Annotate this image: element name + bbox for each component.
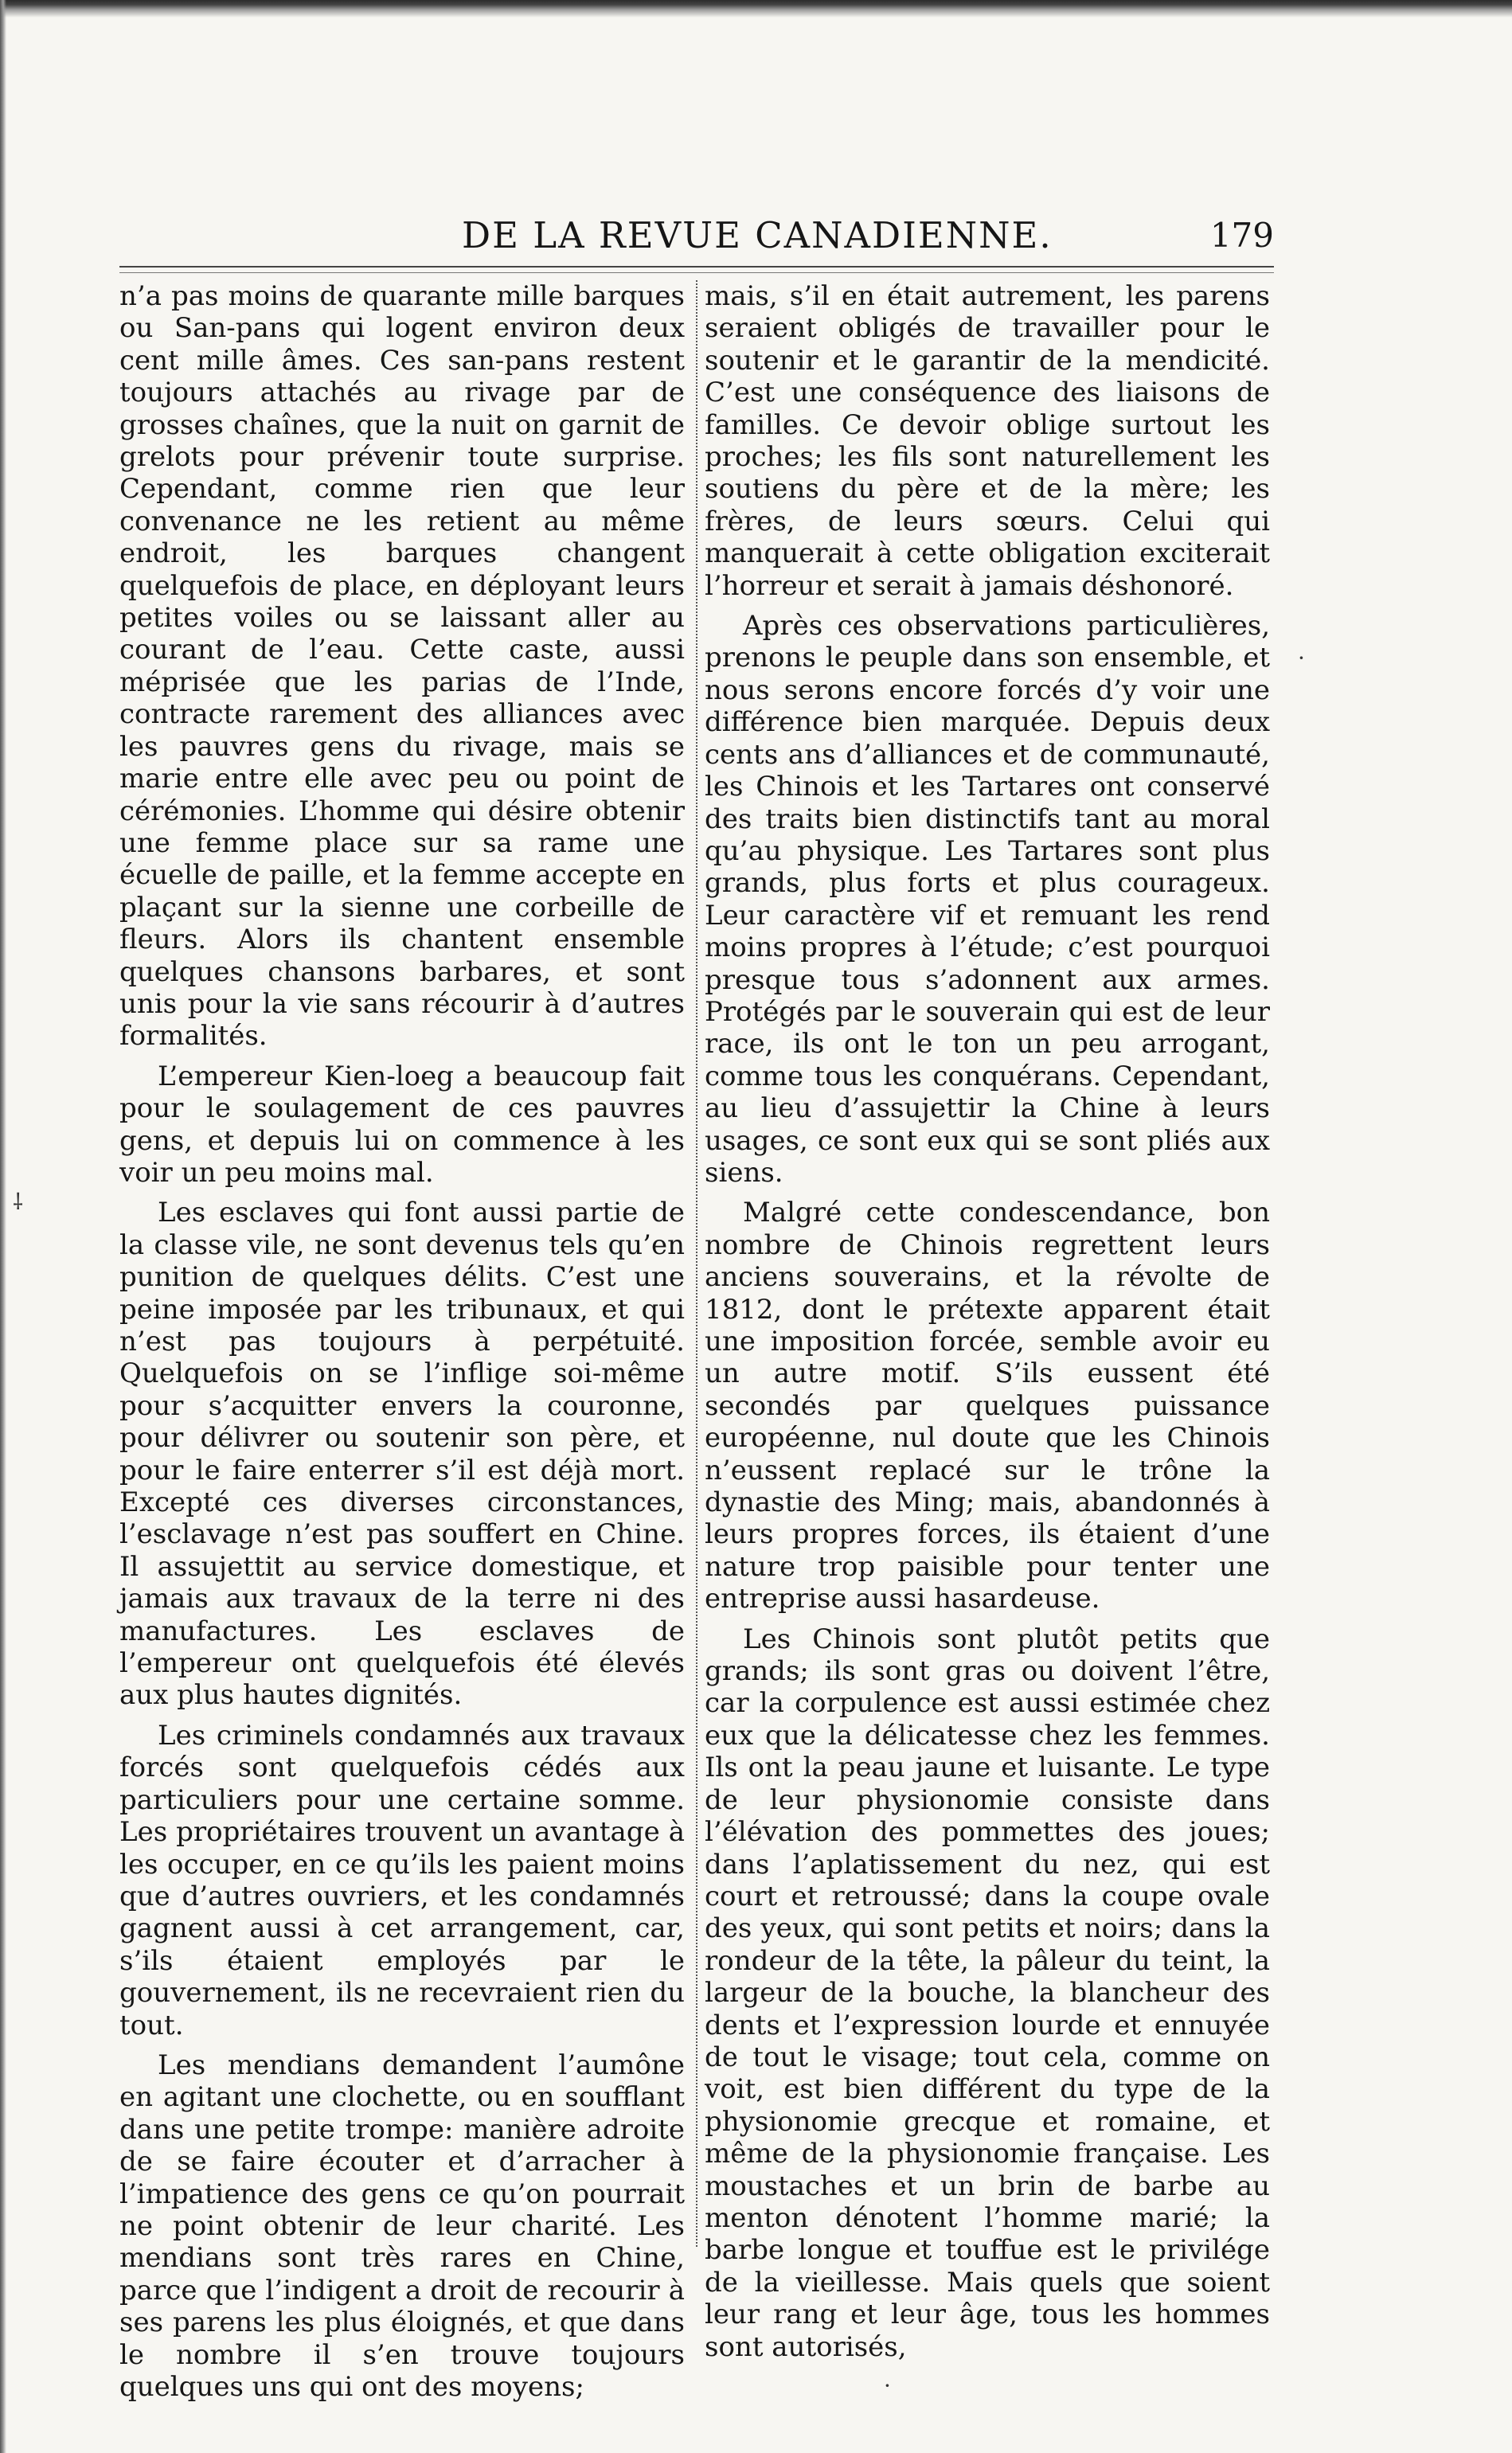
header-rule [119,266,1274,273]
right-column [705,280,1270,2363]
paragraph: Après ces observations particulières, prenons le peuple dans son ensemble, et nous serons encore forcés d’y voir une différence bien marquée. Depuis deux cents ans d’alliances et de communauté, les Chinois et les Tartares ont conservé des traits bien distinctifs tant au moral qu’au physique. Les Tartares sont plus grands, plus forts et plus courageux. Leur caractère vif et remuant les rend moins propres à l’étude; c’est pourquoi presque tous s’adonnent aux armes. Protégés par le souverain qui est de leur race, ils ont le ton un peu arrogant, comme tous les conquérans. Cependant, au lieu d’assujettir la Chine à leurs usages, ce sont eux qui se sont pliés aux siens. [705,610,1270,1189]
paragraph: n’a pas moins de quarante mille barques ou San-pans qui logent environ deux cent mille âmes. Ces san-pans restent toujours attachés au rivage par de grosses chaînes, que la nuit on garnit de grelots pour prévenir toute surprise. Cependant, comme rien que leur convenance ne les retient au même endroit, les barques changent quelquefois de place, en déployant leurs petites voiles ou se laissant aller au courant de l’eau. Cette caste, aussi méprisée que les parias de l’Inde, contracte rarement des alliances avec les pauvres gens du rivage, mais se marie entre elle avec peu ou point de cérémonies. L’homme qui désire obtenir une femme place sur sa rame une écuelle de paille, et la femme accepte en plaçant sur la sienne une corbeille de fleurs. Alors ils chantent ensemble quelques chansons barbares, et sont unis pour la vie sans récourir à d’autres formalités. [119,280,685,1053]
left-column [119,280,685,2403]
paragraph: Les esclaves qui font aussi partie de la classe vile, ne sont devenus tels qu’en punition de quelques délits. C’est une peine imposée par les tribunaux, et qui n’est pas toujours à perpétuité. Quelquefois on se l’inflige soi-même pour s’acquitter envers la couronne, pour délivrer ou soutenir son père, et pour le faire enterrer s’il est déjà mort. Excepté ces diverses circonstances, l’esclavage n’est pas souffert en Chine. Il assujettit au service domestique, et jamais aux travaux de la terre ni des manufactures. Les esclaves de l’empereur ont quelquefois été élevés aux plus hautes dignités. [119,1197,685,1712]
paragraph: Les mendians demandent l’aumône en agitant une clochette, ou en soufflant dans une petite trompe: manière adroite de se faire écouter et d’arracher à l’impatience des gens ce qu’on pourrait ne point obtenir de leur charité. Les mendians sont très rares en Chine, parce que l’indigent a droit de recourir à ses parens les plus éloignés, et que dans le nombre il s’en trouve toujours quelques uns qui ont des moyens; [119,2049,685,2403]
scan-top-edge [0,0,1512,18]
paragraph: L’empereur Kien-loeg a beaucoup fait pour le soulagement de ces pauvres gens, et depuis lui on commence à les voir un peu moins mal. [119,1060,685,1189]
running-title: DE LA REVUE CANADIENNE. [462,214,1053,256]
page-number: 179 [1209,216,1274,255]
margin-speck-icon: · [1298,645,1305,671]
paragraph: Les criminels condamnés aux travaux forcés sont quelquefois cédés aux particuliers pour une certaine somme. Les propriétaires trouvent un avantage à les occuper, en ce qu’ils les paient moins que d’autres ouvriers, et les condamnés gagnent aussi à cet arrangement, car, s’ils étaient employés par le gouvernement, ils ne recevraient rien du tout. [119,1719,685,2041]
page-speck-icon: · [884,2373,891,2399]
paragraph: Malgré cette condescendance, bon nombre de Chinois regrettent leurs anciens souverains, et la révolte de 1812, dont le prétexte apparent était une imposition forcée, semble avoir eu un autre motif. S’ils eussent été secondés par quelques puissance européenne, nul doute que les Chinois n’eussent replacé sur le trône la dynastie des Ming; mais, abandonnés à leurs propres forces, ils étaient d’une nature trop paisible pour tenter une entreprise aussi hasardeuse. [705,1197,1270,1615]
margin-mark-icon: ⸸ [13,1189,24,1215]
running-head [119,212,1274,260]
column-divider [696,280,697,2247]
paragraph: Les Chinois sont plutôt petits que grands; ils sont gras ou doivent l’être, car la corpulence est aussi estimée chez eux que la délicatesse chez les femmes. Ils ont la peau jaune et luisante. Le type de leur physionomie consiste dans l’élévation des pommettes des joues; dans l’aplatissement du nez, qui est court et retroussé; dans la coupe ovale des yeux, qui sont petits et noirs; dans la rondeur de la tête, la pâleur du teint, la largeur de la bouche, la blancheur des dents et l’expression lourde et ennuyée de tout le visage; tout cela, comme on voit, est bien différent du type de la physionomie grecque et romaine, et même de la physionomie française. Les moustaches et un brin de barbe au menton dénotent l’homme marié; la barbe longue et touffue est le privilége de la vieillesse. Mais quels que soient leur rang et leur âge, tous les hommes sont autorisés, [705,1623,1270,2363]
scan-left-edge [0,0,6,2453]
paragraph: mais, s’il en était autrement, les parens seraient obligés de travailler pour le soutenir et le garantir de la mendicité. C’est une conséquence des liaisons de familles. Ce devoir oblige surtout les proches; les fils sont naturellement les soutiens du père et de la mère; les frères, de leurs sœurs. Celui qui manquerait à cette obligation exciterait l’horreur et serait à jamais déshonoré. [705,280,1270,602]
